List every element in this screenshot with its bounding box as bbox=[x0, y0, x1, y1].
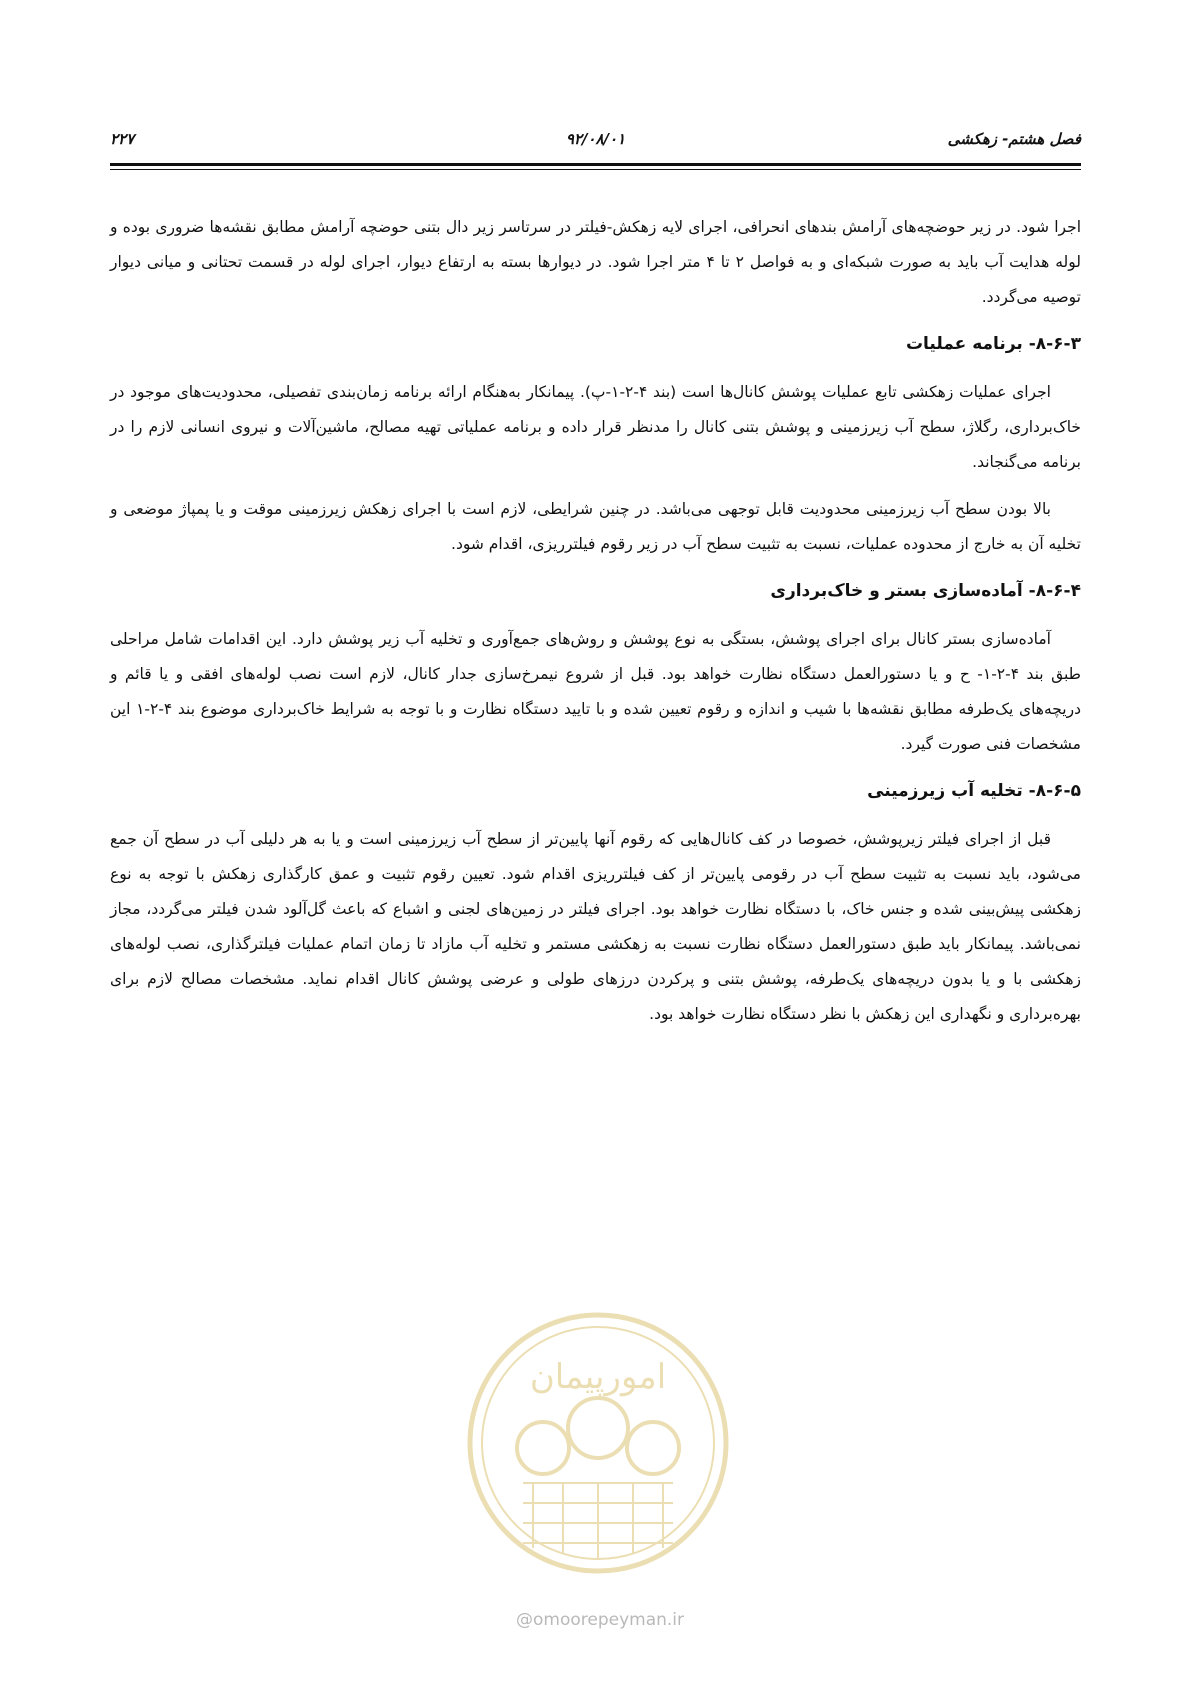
body-paragraph: قبل از اجرای فیلتر زیرپوشش، خصوصا در کف کانال‌هایی که رقوم آنها پایین‌تر از سطح آب زیرزمینی است و یا به هر دلیلی آب در سطح آن جمع می‌شود، باید نسبت به تثبیت سطح آب در رقومی پایین‌تر از کف فیلترریزی اقدام شود. تعیین رقوم تثبیت و عمق کارگذاری زهکش با توجه به نوع زهکشی پیش‌بینی شده و جنس خاک، با دستگاه نظارت خواهد بود. اجرای فیلتر در زمین‌های لجنی و اشباع که باعث گل‌آلود شدن فیلتر می‌گردد، مجاز نمی‌باشد. پیمانکار باید طبق دستورالعمل دستگاه نظارت نسبت به زهکشی مستمر و تخلیه آب مازاد تا زمان اتمام عملیات فیلترگذاری، نصب لوله‌های زهکشی با و یا بدون دریچه‌های یک‌طرفه، پوشش بتنی و پرکردن درزهای طولی و عرضی پوشش کانال اقدام نماید. مشخصات مصالح لازم برای بهره‌برداری و نگهداری این زهکش با نظر دستگاه نظارت خواهد بود. bbox=[110, 830, 1081, 1023]
watermark-url: @omoorepeyman.ir bbox=[515, 1610, 685, 1630]
section-heading: ۸-۶-۴- آماده‌سازی بستر و خاک‌برداری bbox=[770, 581, 1081, 601]
section-heading: ۸-۶-۵- تخلیه آب زیرزمینی bbox=[867, 781, 1081, 801]
watermark-logo-text: امورپیمان bbox=[529, 1357, 667, 1397]
body-paragraph: بالا بودن سطح آب زیرزمینی محدودیت قابل توجهی می‌باشد. در چنین شرایطی، لازم است با اجرای زهکش زیرزمینی موقت و یا پمپاژ موضعی و تخلیه آن به خارج از محدوده عملیات، نسبت به تثبیت سطح آب در زیر رقوم فیلترریزی، اقدام شود. bbox=[110, 500, 1081, 553]
body-paragraph: اجرای عملیات زهکشی تابع عملیات پوشش کانال‌ها است (بند ۴-۲-۱-پ). پیمانکار به‌هنگام ارائه برنامه زمان‌بندی تفصیلی، محدودیت‌های موجود در خاک‌برداری، رگلاژ، سطح آب زیرزمینی و پوشش بتنی کانال را مدنظر قرار داده و برنامه عملیاتی تهیه مصالح، ماشین‌آلات و نیروی انسانی لازم را در برنامه می‌گنجاند. bbox=[110, 383, 1081, 471]
intro-paragraph: اجرا شود. در زیر حوضچه‌های آرامش بندهای انحرافی، اجرای لایه زهکش-فیلتر در سرتاسر زیر دال بتنی حوضچه آرامش مطابق نقشه‌ها ضروری بوده و لوله هدایت آب باید به صورت شبکه‌ای و به فواصل ۲ تا ۴ متر اجرا شود. در دیوارها بسته به ارتفاع دیوار، اجرای لوله در قسمت تحتانی و میانی دیوار توصیه می‌گردد. bbox=[110, 218, 1082, 306]
watermark-logo bbox=[463, 1308, 733, 1578]
page-header bbox=[110, 130, 1081, 152]
page-number: ۲۲۷ bbox=[110, 130, 135, 148]
section-heading: ۸-۶-۳- برنامه عملیات bbox=[905, 334, 1081, 354]
chapter-title: فصل هشتم- زهکشی bbox=[947, 130, 1081, 148]
body-paragraph: آماده‌سازی بستر کانال برای اجرای پوشش، بستگی به نوع پوشش و روش‌های جمع‌آوری و تخلیه آب زیر پوشش دارد. این اقدامات شامل مراحلی طبق بند ۴-۲-۱- ح و یا دستورالعمل دستگاه نظارت خواهد بود. قبل از شروع نیمرخ‌سازی جدار کانال، لازم است نصب لوله‌های افقی و یا قائم و دریچه‌های یک‌طرفه مطابق نقشه‌ها با شیب و اندازه و رقوم تعیین شده و با تایید دستگاه نظارت و با توجه به شرایط خاک‌برداری موضوع بند ۴-۲-۱ این مشخصات فنی صورت گیرد. bbox=[110, 630, 1082, 753]
header-rule-thick bbox=[110, 163, 1081, 166]
header-rule-thin bbox=[110, 169, 1081, 170]
page-body bbox=[110, 210, 1081, 1044]
header-date: ۹۲/۰۸/۰۱ bbox=[565, 130, 626, 148]
